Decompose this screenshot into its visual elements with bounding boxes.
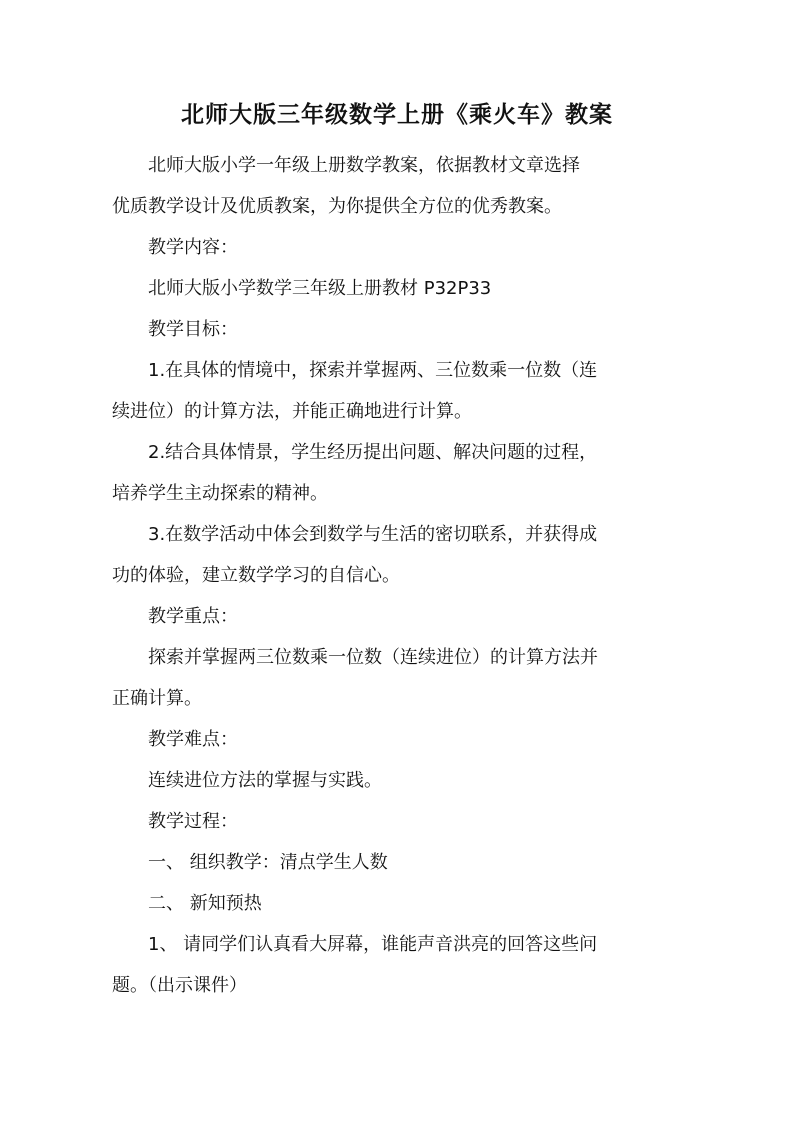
step-2-1-line-1: 1、 请同学们认真看大屏幕，谁能声音洪亮的回答这些问	[148, 934, 598, 955]
step-1: 一、 组织教学：清点学生人数	[148, 852, 388, 873]
goal-3-line-2: 功的体验，建立数学学习的自信心。	[112, 565, 400, 586]
process-heading: 教学过程：	[148, 811, 238, 832]
intro-line-1: 北师大版小学一年级上册数学教案，依据教材文章选择	[148, 155, 580, 176]
step-2: 二、 新知预热	[148, 893, 262, 914]
goal-3-line-1: 3.在数学活动中体会到数学与生活的密切联系，并获得成	[148, 524, 598, 545]
key-text-line-2: 正确计算。	[112, 688, 202, 709]
difficulty-text: 连续进位方法的掌握与实践。	[148, 770, 382, 791]
document-title: 北师大版三年级数学上册《乘火车》教案	[181, 101, 613, 128]
key-heading: 教学重点：	[148, 606, 238, 627]
goal-2-line-1: 2.结合具体情景，学生经历提出问题、解决问题的过程，	[148, 442, 598, 463]
key-text-line-1: 探索并掌握两三位数乘一位数（连续进位）的计算方法并	[148, 647, 598, 668]
content-heading: 教学内容：	[148, 237, 238, 258]
intro-line-2: 优质教学设计及优质教案，为你提供全方位的优秀教案。	[112, 196, 562, 217]
difficulty-heading: 教学难点：	[148, 729, 238, 750]
goal-1-line-1: 1.在具体的情境中，探索并掌握两、三位数乘一位数（连	[148, 360, 598, 381]
goals-heading: 教学目标：	[148, 319, 238, 340]
content-text: 北师大版小学数学三年级上册教材 P32P33	[148, 278, 492, 299]
goal-1-line-2: 续进位）的计算方法，并能正确地进行计算。	[112, 401, 472, 422]
step-2-1-line-2: 题。（出示课件）	[112, 975, 247, 996]
goal-2-line-2: 培养学生主动探索的精神。	[112, 483, 328, 504]
